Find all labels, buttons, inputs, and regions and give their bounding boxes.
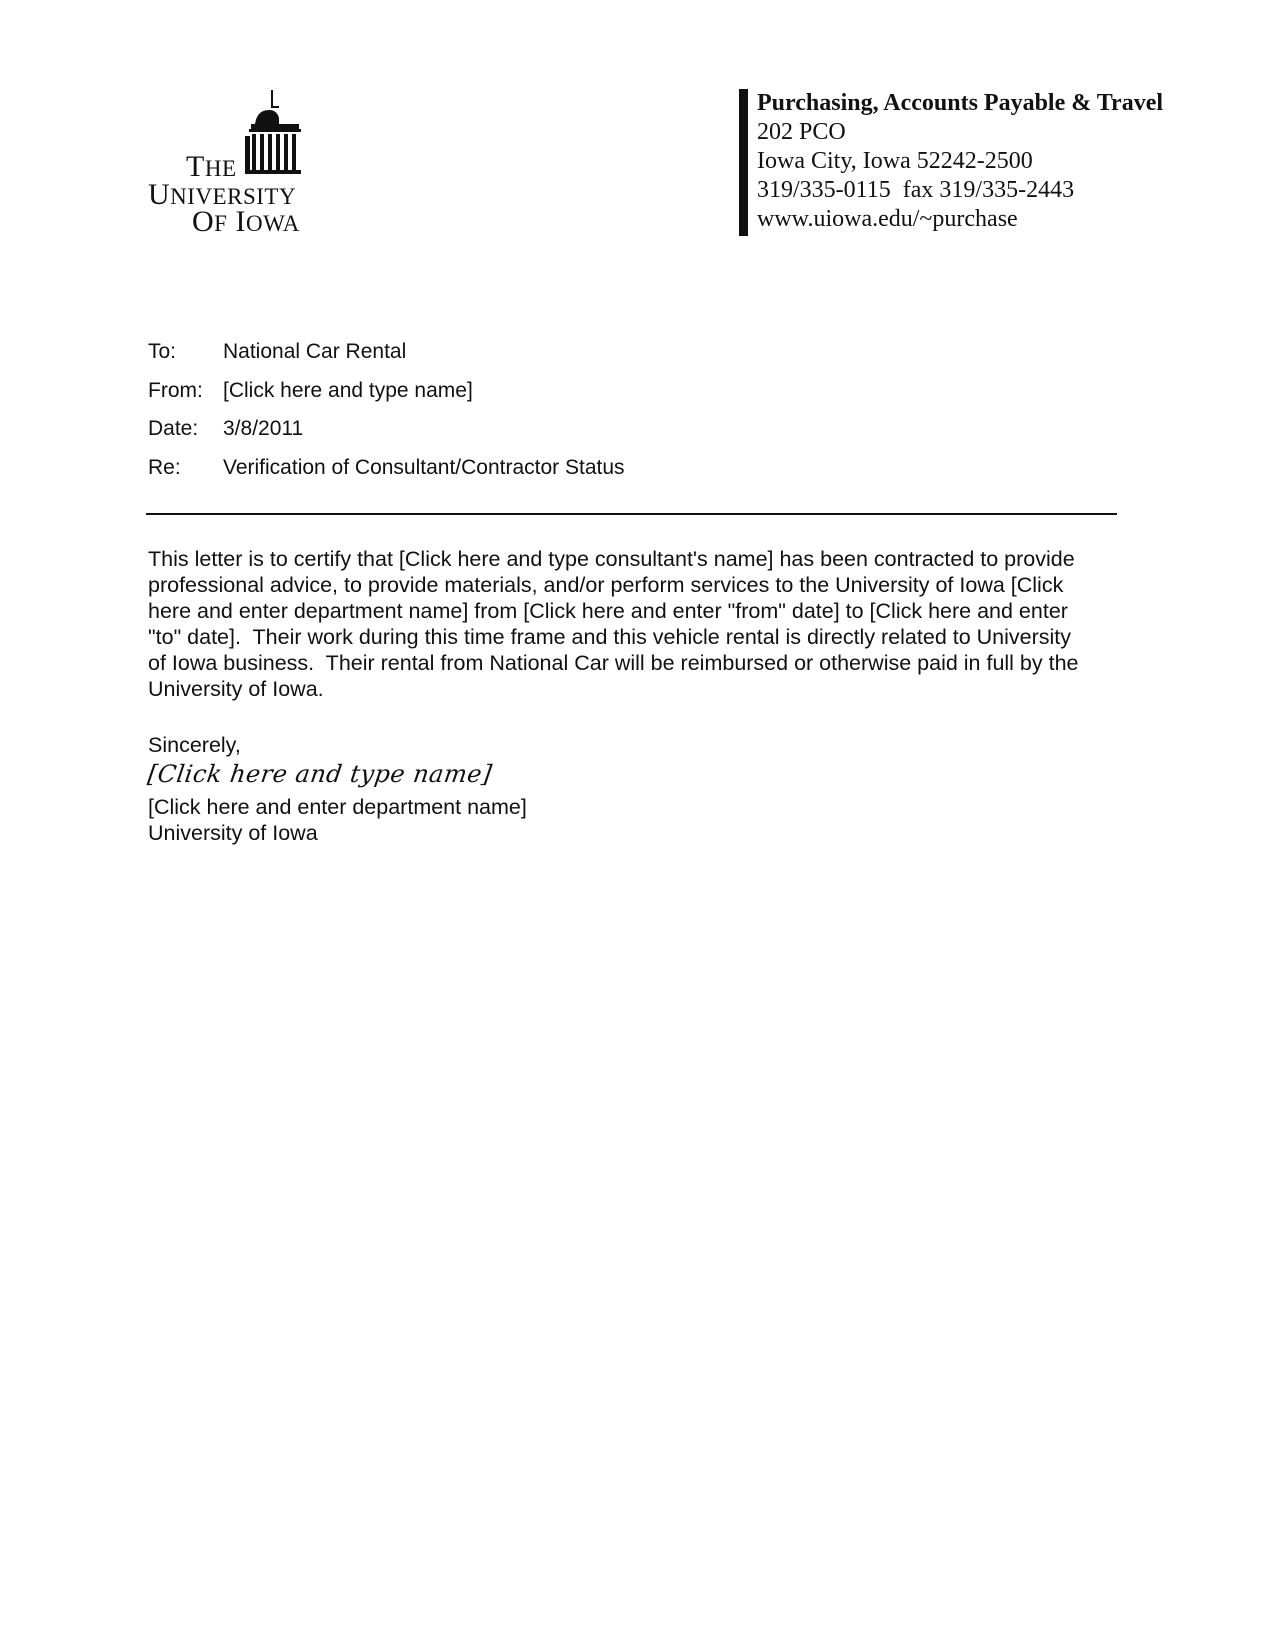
signature-name-field[interactable]: [Click here and type name] xyxy=(146,760,494,788)
memo-date-label: Date: xyxy=(148,417,199,440)
closing-salutation: Sincerely, xyxy=(148,733,241,757)
memo-re-value: Verification of Consultant/Contractor Status xyxy=(223,455,625,479)
memo-date-row xyxy=(148,417,625,456)
letterhead-address xyxy=(757,89,1163,234)
logo-the: THE xyxy=(186,150,237,183)
memo-from-row xyxy=(148,379,625,418)
divider xyxy=(146,513,1117,515)
memo-date-value: 3/8/2011 xyxy=(223,417,304,440)
logo-university: UNIVERSITY xyxy=(148,178,297,211)
memo-from-field[interactable]: [Click here and type name] xyxy=(223,378,473,402)
letterhead-bar xyxy=(739,89,748,236)
memo-header xyxy=(148,340,625,494)
old-capitol-icon xyxy=(243,88,303,178)
letterhead-department: Purchasing, Accounts Payable & Travel xyxy=(757,90,1164,116)
letterhead-phone: 319/335-0115 fax 319/335-2443 xyxy=(757,177,1075,203)
letterhead-office: 202 PCO xyxy=(757,119,846,145)
signature-university: University of Iowa xyxy=(148,821,318,845)
letter-body[interactable]: This letter is to certify that [Click here and type consultant's name] has been contracted to provide professional advice, to provide materials, and/or perform services to the University of Iowa [Click here and enter department name] from [Click here and enter "from" date] to [Click here and enter "to" date]. Their work during this time frame and this vehicle rental is directly related to University of Iowa business. Their rental from National Car will be reimbursed or otherwise paid in full by the University of Iowa. xyxy=(148,547,1085,701)
memo-re-label: Re: xyxy=(148,455,181,479)
memo-to-value: National Car Rental xyxy=(223,340,407,363)
logo-of-iowa: OF IOWA xyxy=(192,205,300,238)
memo-re-row xyxy=(148,456,625,495)
memo-from-label: From: xyxy=(148,378,203,402)
letterhead-city: Iowa City, Iowa 52242-2500 xyxy=(757,148,1033,174)
university-logo xyxy=(148,88,318,238)
signature-department-field[interactable]: [Click here and enter department name] xyxy=(148,795,527,819)
memo-to-row xyxy=(148,340,625,379)
memo-to-label: To: xyxy=(148,340,177,363)
letterhead-website: www.uiowa.edu/~purchase xyxy=(757,206,1018,232)
